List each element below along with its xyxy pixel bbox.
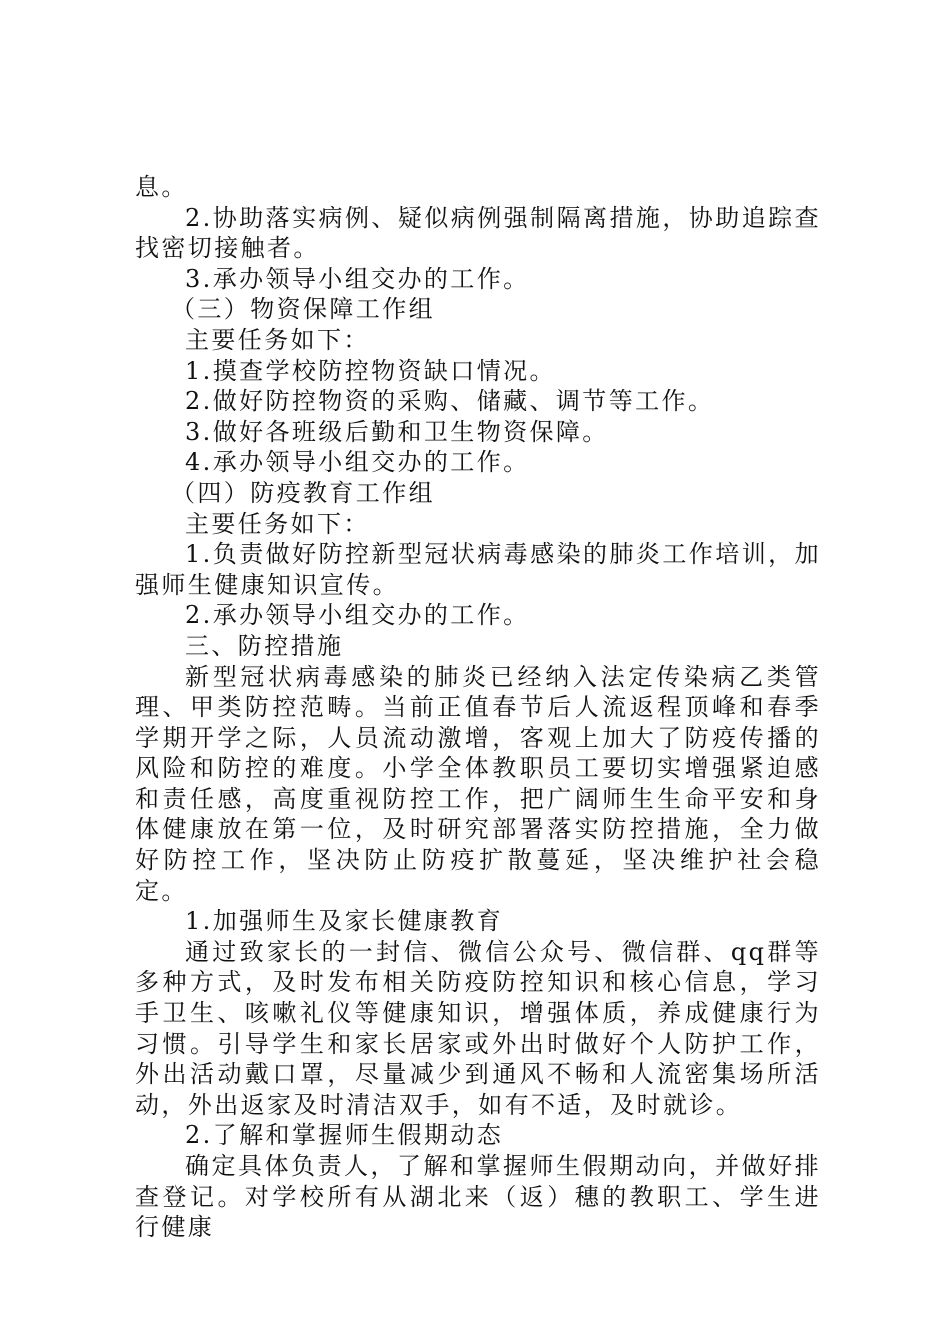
section-heading: （三）物资保障工作组 xyxy=(171,295,435,324)
paragraph: 2.协助落实病例、疑似病例强制隔离措施，协助追踪查找密切接触者。 xyxy=(135,203,821,263)
paragraph: 新型冠状病毒感染的肺炎已经纳入法定传染病乙类管理、甲类防控范畴。当前正值春节后人流返程顶峰和春季学期开学之际，人员流动激增，客观上加大了防疫传播的风险和防控的难度。小学全体教职员工要切实增强紧迫感和责任感，高度重视防控工作，把广阔师生生命平安和身体健康放在第一位，及时研究部署落实防控措施，全力做好防控工作，坚决防止防疫扩散蔓延，坚决维护社会稳定。 xyxy=(135,662,821,905)
subsection-heading: 1.加强师生及家长健康教育 xyxy=(185,907,504,936)
section-heading: （四）防疫教育工作组 xyxy=(171,478,435,507)
paragraph: 通过致家长的一封信、微信公众号、微信群、qq群等多种方式，及时发布相关防疫防控知识和核心信息，学习手卫生、咳嗽礼仪等健康知识，增强体质，养成健康行为习惯。引导学生和家长居家或外出时做好个人防护工作，外出活动戴口罩，尽量减少到通风不畅和人流密集场所活动，外出返家及时清洁双手，如有不适，及时就诊。 xyxy=(135,937,821,1119)
paragraph: 1.负责做好防控新型冠状病毒感染的肺炎工作培训，加强师生健康知识宣传。 xyxy=(135,540,821,599)
paragraph: 1.摸查学校防控物资缺口情况。 xyxy=(185,356,556,385)
section-heading: 三、防控措施 xyxy=(185,631,344,660)
document-body xyxy=(135,172,821,1243)
paragraph: 2.做好防控物资的采购、储藏、调节等工作。 xyxy=(185,387,715,416)
paragraph: 3.承办领导小组交办的工作。 xyxy=(185,264,530,293)
paragraph: 2.承办领导小组交办的工作。 xyxy=(185,601,530,630)
subsection-heading: 2.了解和掌握师生假期动态 xyxy=(185,1121,504,1150)
paragraph: 4.承办领导小组交办的工作。 xyxy=(185,448,530,477)
paragraph: 3.做好各班级后勤和卫生物资保障。 xyxy=(185,417,609,446)
paragraph: 主要任务如下： xyxy=(185,325,370,354)
paragraph: 主要任务如下： xyxy=(185,509,370,538)
paragraph: 确定具体负责人，了解和掌握师生假期动向，并做好排查登记。对学校所有从湖北来（返）穗的教职工、学生进行健康 xyxy=(135,1152,821,1242)
paragraph: 息。 xyxy=(135,173,188,201)
